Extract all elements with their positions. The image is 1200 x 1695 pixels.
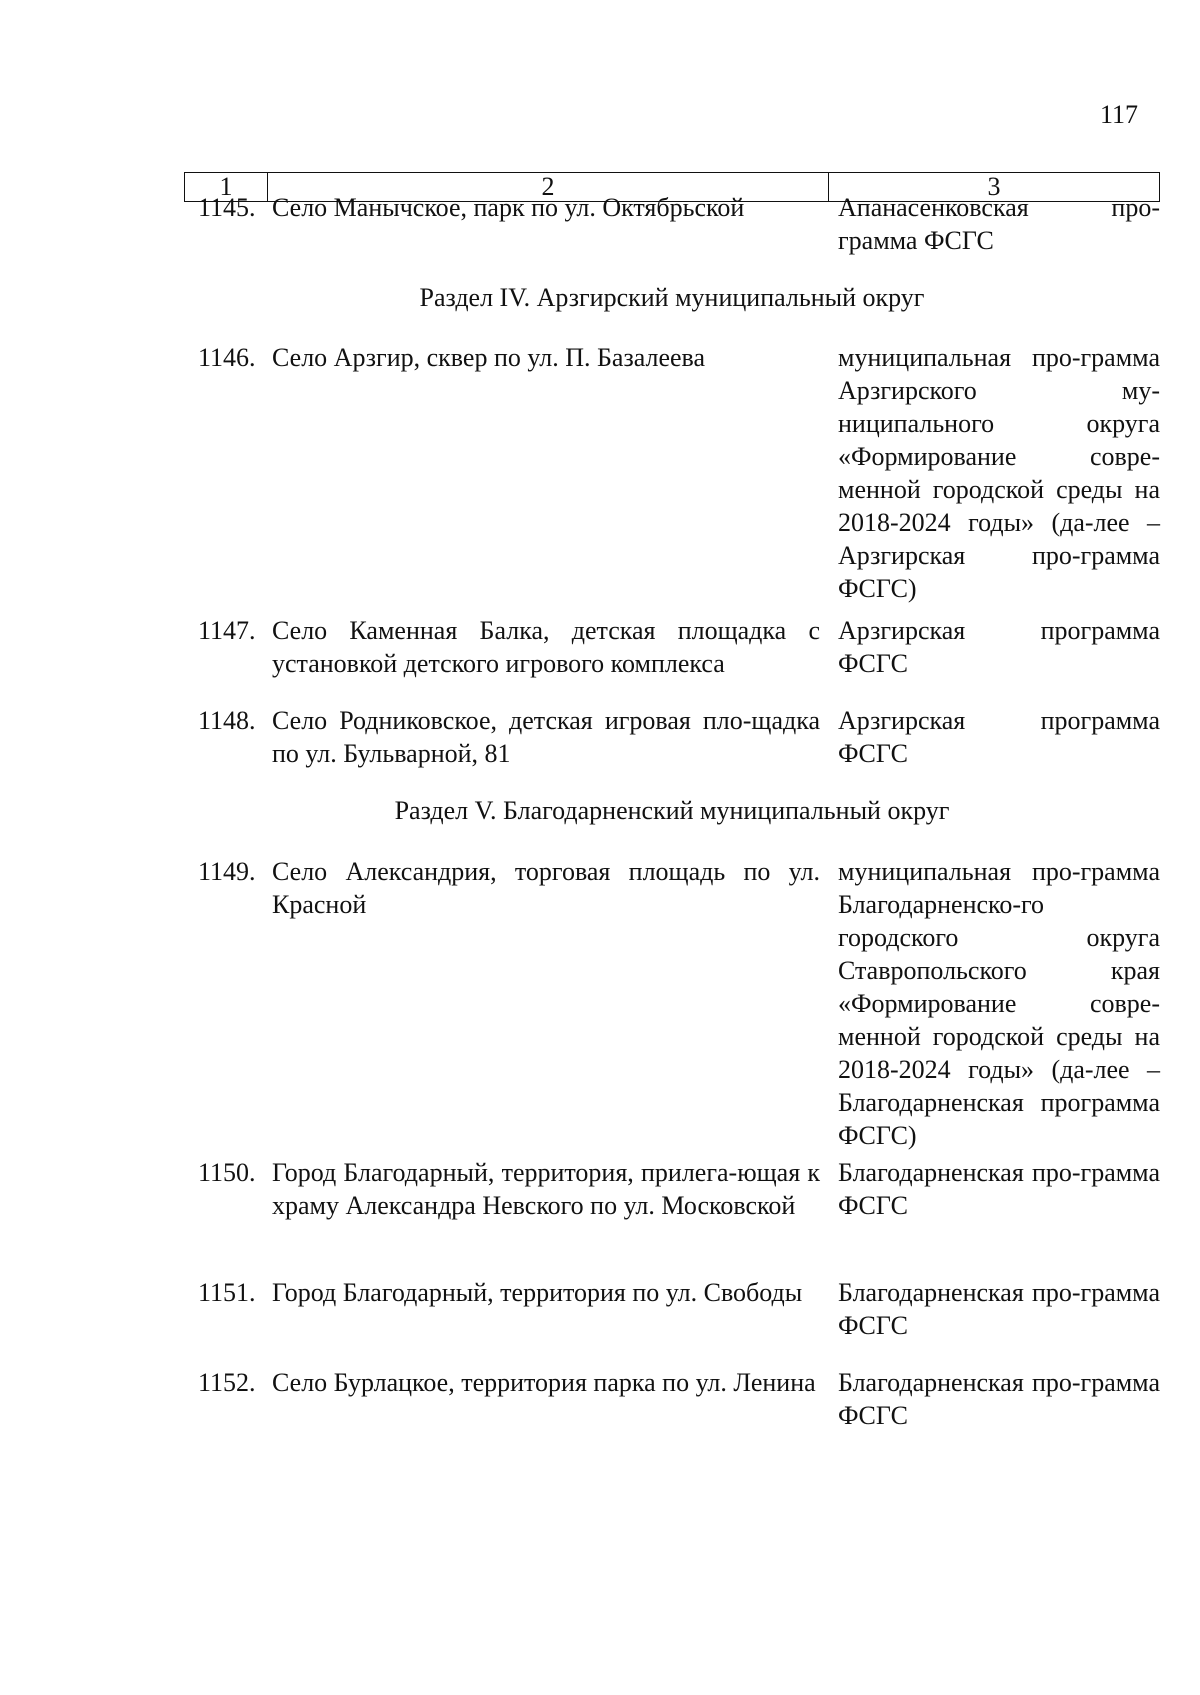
- page-number: 117: [1100, 100, 1139, 129]
- program-name: Благодарненская про-грамма ФСГС: [838, 1278, 1160, 1340]
- object-name: Город Благодарный, территория, прилега-ющая к храму Александра Невского по ул. Московской: [272, 1158, 820, 1220]
- row-number: 1149.: [198, 857, 256, 886]
- row-number: 1145.: [198, 193, 256, 222]
- row-number: 1151.: [198, 1278, 256, 1307]
- column-header: 1: [219, 172, 233, 201]
- program-name: муниципальная про-грамма Арзгирского му-ниципального округа «Формирование совре-менной городской среды на 2018-2024 годы» (да-лее – Арзгирская про-грамма ФСГС): [838, 343, 1160, 603]
- program-name: Арзгирская программа ФСГС: [838, 706, 1160, 768]
- row-number: 1146.: [198, 343, 256, 372]
- section-heading: Раздел V. Благодарненский муниципальный округ: [394, 796, 950, 825]
- object-name: Село Манычское, парк по ул. Октябрьской: [272, 193, 745, 222]
- column-header: 2: [267, 173, 828, 201]
- object-name: Село Каменная Балка, детская площадка с установкой детского игрового комплекса: [272, 616, 820, 678]
- program-name: Благодарненская про-грамма ФСГС: [838, 1158, 1160, 1220]
- row-number: 1148.: [198, 706, 256, 735]
- column-header: 3: [828, 173, 1159, 201]
- row-number: 1147.: [198, 616, 256, 645]
- program-name: Апанасенковская про-грамма ФСГС: [838, 193, 1160, 255]
- object-name: Село Арзгир, сквер по ул. П. Базалеева: [272, 343, 706, 372]
- object-name: Село Родниковское, детская игровая пло-щадка по ул. Бульварной, 81: [272, 706, 820, 768]
- program-name: Арзгирская программа ФСГС: [838, 616, 1160, 678]
- program-name: Благодарненская про-грамма ФСГС: [838, 1368, 1160, 1430]
- row-number: 1150.: [198, 1158, 256, 1187]
- section-heading: Раздел IV. Арзгирский муниципальный округ: [419, 283, 925, 312]
- object-name: Город Благодарный, территория по ул. Свободы: [272, 1278, 803, 1307]
- object-name: Село Бурлацкое, территория парка по ул. Ленина: [272, 1368, 816, 1397]
- object-name: Село Александрия, торговая площадь по ул. Красной: [272, 857, 820, 919]
- row-number: 1152.: [198, 1368, 256, 1397]
- program-name: муниципальная про-грамма Благодарненско-го городского округа Ставропольского края «Формирование совре-менной городской среды на 2018-2024 годы» (да-лее – Благодарненская программа ФСГС): [838, 857, 1160, 1150]
